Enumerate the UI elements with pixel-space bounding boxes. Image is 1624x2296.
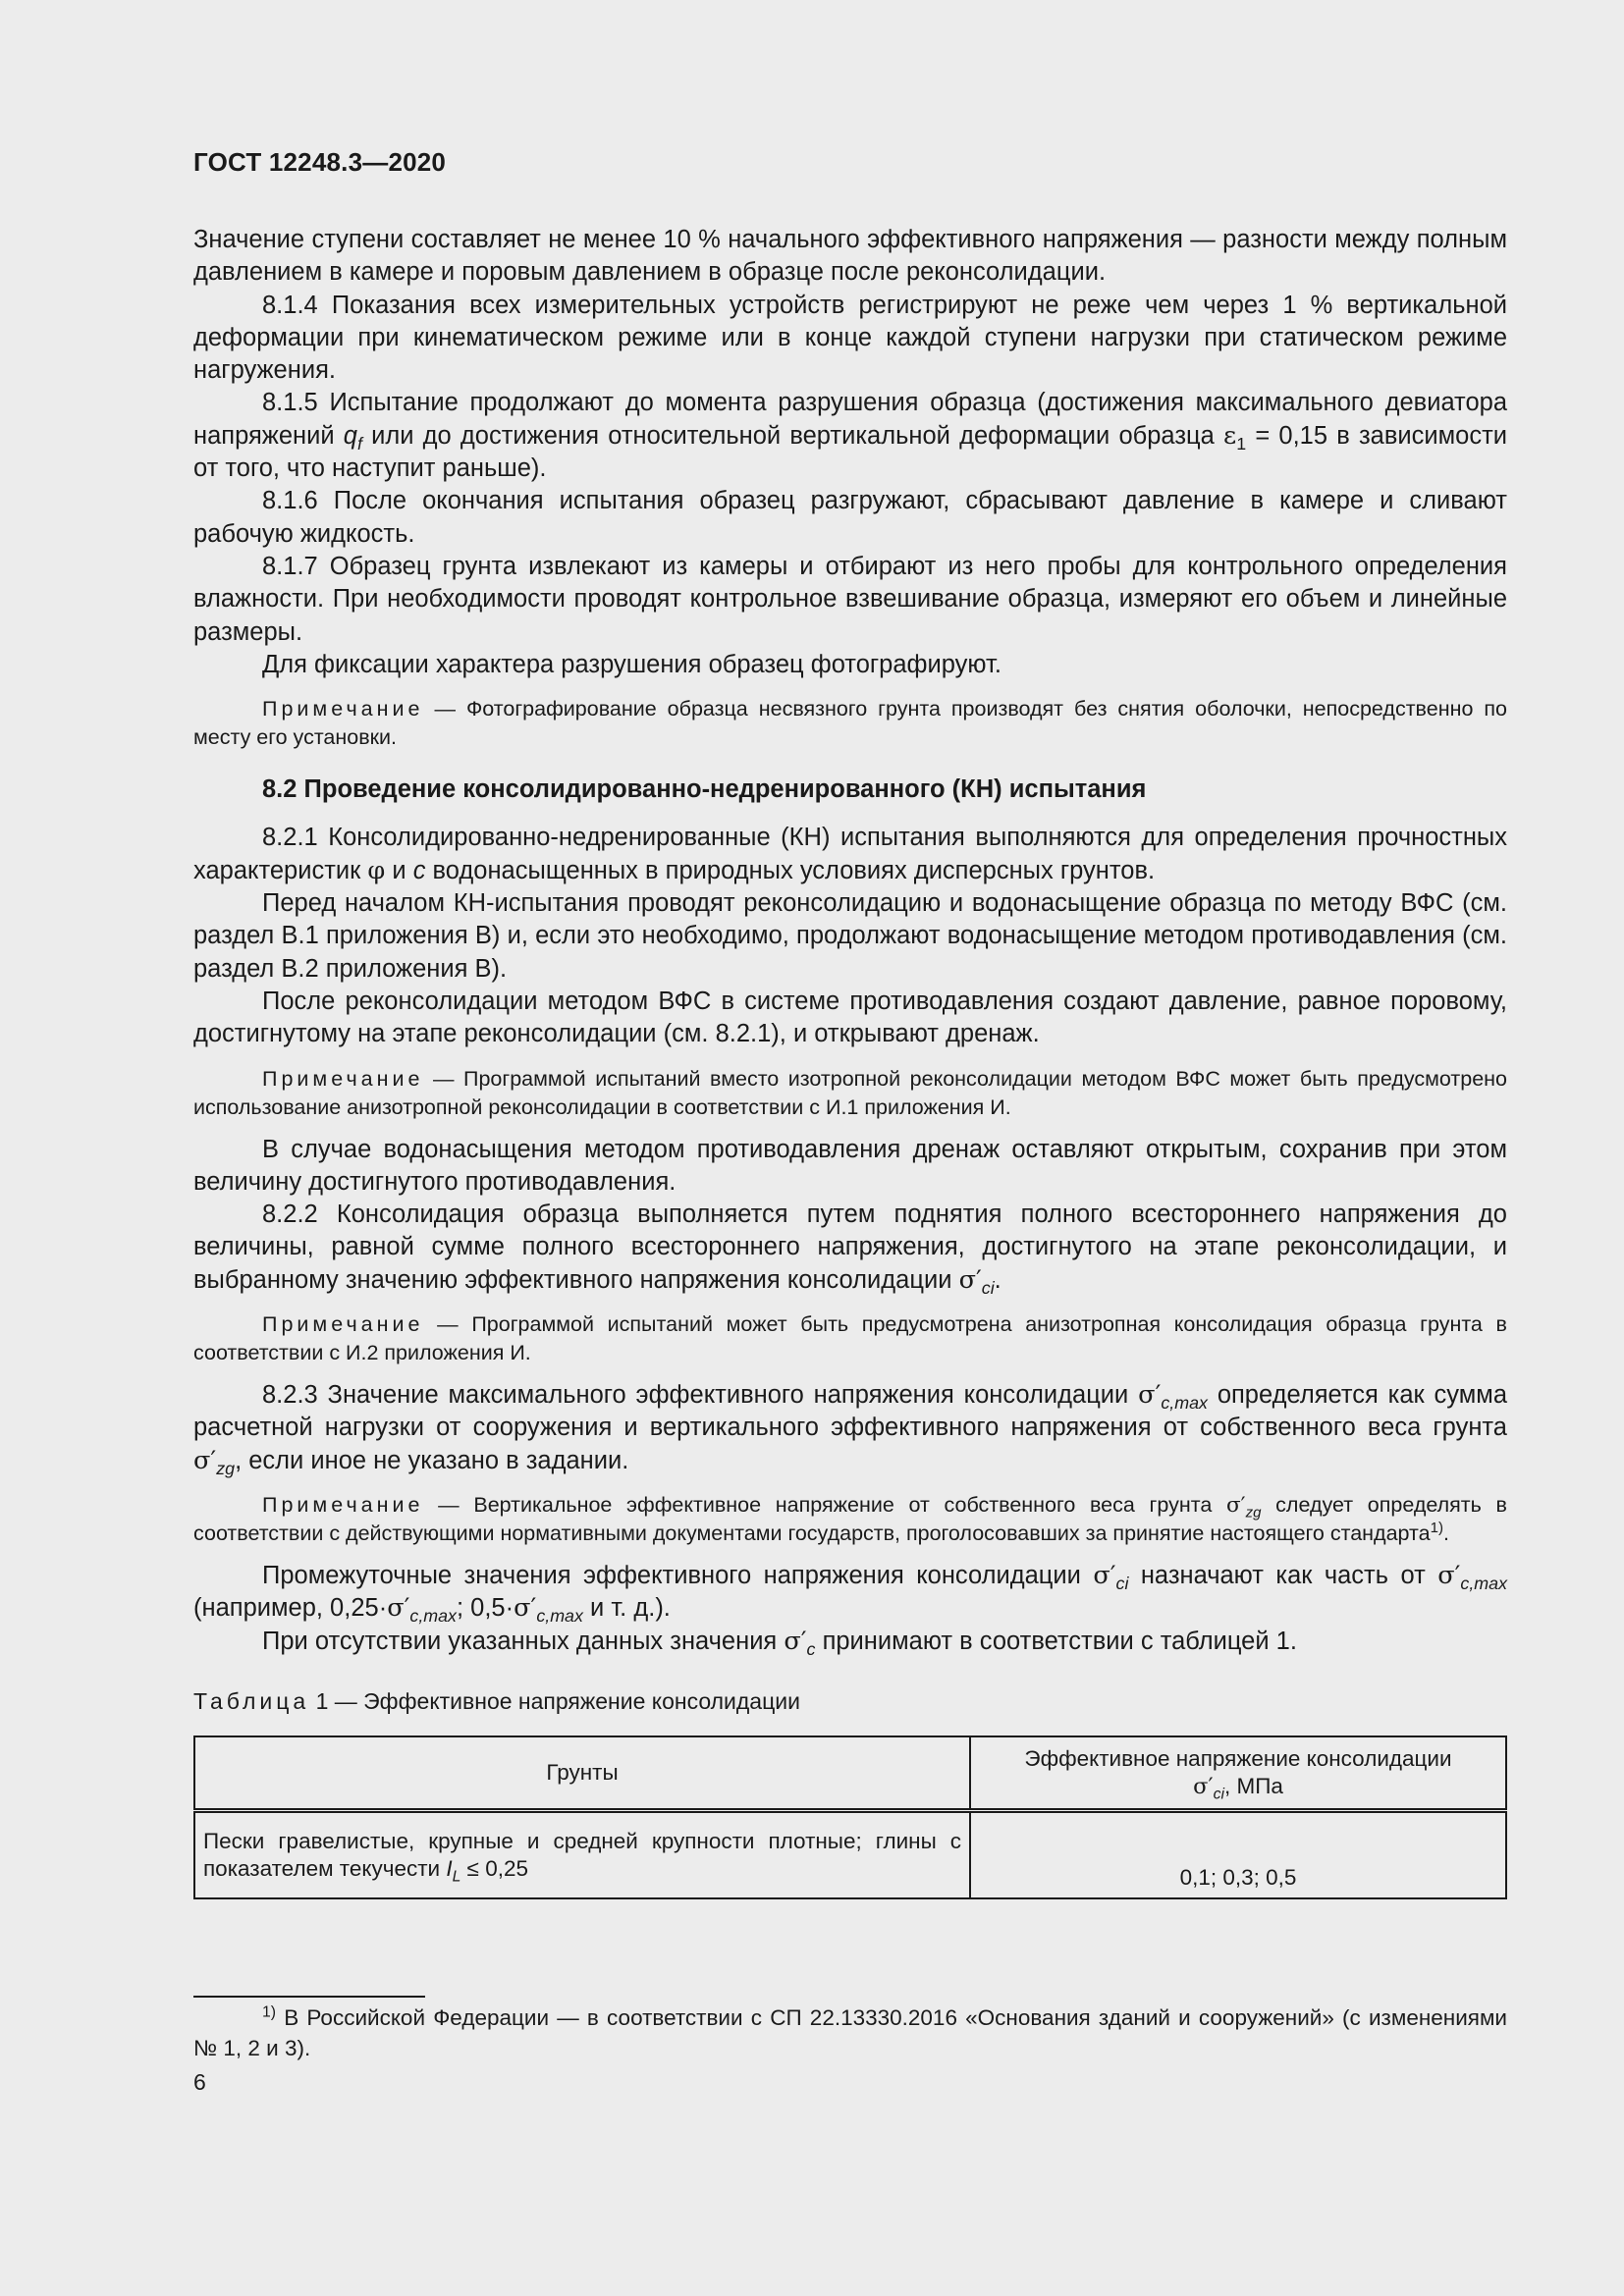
consolidation-stress-table <box>193 1735 1507 1899</box>
note-2: Примечание — Программой испытаний вместо изотропной реконсолидации методом ВФС может быть предусмотрено использование анизотропной реконсолидации в соответствии с И.1 приложения И. <box>193 1066 1507 1119</box>
document-header: ГОСТ 12248.3—2020 <box>193 147 447 177</box>
paragraph-8-2-3: 8.2.3 Значение максимального эффективного напряжения консолидации $\sigma'_{c,max}$ определяется как сумма расчетной нагрузки от сооружения и вертикального эффективного напряжения от собственного веса грунта $\sigma'_{zg}$, если иное не указано в задании. <box>193 1380 1508 1478</box>
paragraph-photo: Для фиксации характера разрушения образец фотографируют. <box>262 650 1001 678</box>
paragraph-8-1-4: 8.1.4 Показания всех измерительных устройств регистрируют не реже чем через 1 % вертикальной деформации при кинематическом режиме или в конце каждой ступени нагрузки при статическом режиме нагружения. <box>193 291 1507 385</box>
paragraph-absent: При отсутствии указанных данных значения $\sigma'_c$ принимают в соответствии с таблицей 1. <box>262 1626 1297 1659</box>
table-cell-value: 0,1; 0,3; 0,5 <box>970 1811 1506 1899</box>
note-4: Примечание — Вертикальное эффективное напряжение от собственного веса грунта $\sigma'_{zg}$ следует определять в соответствии с действующими нормативными документами государств, проголосовавших за принятие настоящего стандарта$^{1)}$. <box>193 1492 1507 1545</box>
paragraph-case: В случае водонасыщения методом противодавления дренаж оставляют открытым, сохранив при этом величину достигнутого противодавления. <box>193 1135 1507 1196</box>
footnote: $^{1)}$ В Российской Федерации — в соответствии с СП 22.13330.2016 «Основания зданий и сооружений» (с изменениями № 1, 2 и 3). <box>193 2003 1507 2060</box>
table-row <box>194 1811 1506 1899</box>
footnote-divider <box>193 1996 425 1998</box>
paragraph-8-1-5: 8.1.5 Испытание продолжают до момента разрушения образца (достижения максимального девиатора напряжений $q_f$ или до достижения относительной вертикальной деформации образца $\varepsilon_1 = 0,15$ в зависимости от того, что наступит раньше). <box>193 389 1507 483</box>
page-number: 6 <box>193 2069 206 2095</box>
paragraph-8-2-1: 8.2.1 Консолидированно-недренированные (КН) испытания выполняются для определения прочностных характеристик φ и c водонасыщенных в природных условиях дисперсных грунтов. <box>193 824 1507 885</box>
table-caption: Таблица 1 — Эффективное напряжение консолидации <box>193 1687 800 1714</box>
paragraph-8-1-7: 8.1.7 Образец грунта извлекают из камеры и отбирают из него пробы для контрольного определения влажности. При необходимости проводят контрольное взвешивание образца, измеряют его объем и линейные размеры. <box>193 552 1507 646</box>
section-title-8-2: 8.2 Проведение консолидированно-недренированного (КН) испытания <box>262 775 1147 804</box>
note-1: Примечание — Фотографирование образца несвязного грунта производят без снятия оболочки, непосредственно по месту его установки. <box>193 697 1507 750</box>
footnote-reference[interactable]: 1) <box>1430 1519 1443 1536</box>
body-text <box>193 224 1507 1899</box>
paragraph-after: После реконсолидации методом ВФС в системе противодавления создают давление, равное поровому, достигнутому на этапе реконсолидации (см. 8.2.1), и открывают дренаж. <box>193 987 1507 1048</box>
column-header-soils: Грунты <box>194 1736 970 1811</box>
paragraph-8-1-6: 8.1.6 После окончания испытания образец разгружают, сбрасывают давление в камере и сливают рабочую жидкость. <box>193 487 1507 548</box>
column-header-stress: Эффективное напряжение консолидации $\sigma'_{ci}$, МПа <box>970 1736 1506 1811</box>
paragraph-before: Перед началом КН-испытания проводят реконсолидацию и водонасыщение образца по методу ВФС (см. раздел В.1 приложения В) и, если это необходимо, продолжают водонасыщение методом противодавления (см. раздел В.2 приложения В). <box>193 889 1507 983</box>
paragraph: Значение ступени составляет не менее 10 % начального эффективного напряжения — разности между полным давлением в камере и поровым давлением в образце после реконсолидации. <box>193 226 1507 287</box>
paragraph-8-2-2: 8.2.2 Консолидация образца выполняется путем поднятия полного всестороннего напряжения до величины, равной сумме полного всестороннего напряжения, достигнутого на этапе реконсолидации, и выбранному значению эффективного напряжения консолидации $\sigma'_{ci}$. <box>193 1201 1507 1298</box>
table-header-row <box>194 1736 1506 1811</box>
table-cell-soil: Пески гравелистые, крупные и средней крупности плотные; глины с показателем текучести $I_L \le 0,25$ <box>194 1811 970 1899</box>
paragraph-intermediate: Промежуточные значения эффективного напряжения консолидации $\sigma'_{ci}$ назначают как часть от $\sigma'_{c,max}$ (например, $0,25\cdot\sigma'_{c,max}$; $0,5\cdot\sigma'_{c,max}$ и т. д.). <box>193 1560 1507 1627</box>
footnote-mark: 1) <box>262 2003 277 2021</box>
note-3: Примечание — Программой испытаний может быть предусмотрена анизотропная консолидация образца грунта в соответствии с И.2 приложения И. <box>193 1312 1507 1365</box>
